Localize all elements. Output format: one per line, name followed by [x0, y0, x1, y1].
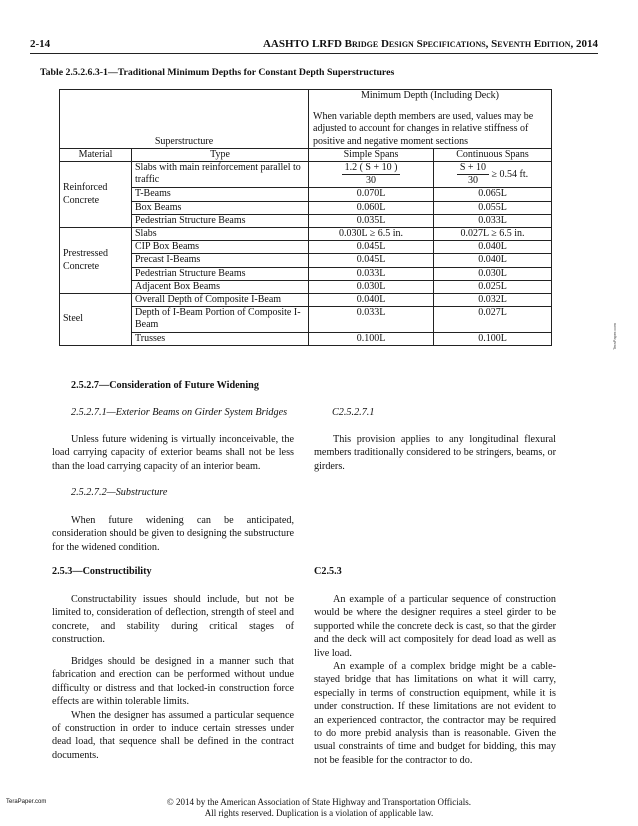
paragraph — [52, 433, 294, 473]
paragraph-text: An example of a complex bridge might be a cable-stayed bridge that has limitations on what it will carry, especially in terms of construction equipment, while it is under construction. If these limitations are not evident to an experienced contractor, the contractor may be required to do more prebid analysis than is reasonable. Given the usual constraints of time and budget for bidding, this may not be feasible for the contractor to do. — [314, 661, 556, 766]
continuous-cell: 0.055L — [434, 201, 552, 214]
slab-simple-formula — [309, 162, 434, 188]
simple-cell: 0.033L — [309, 267, 434, 280]
section-heading-2527: 2.5.2.7—Consideration of Future Widening — [71, 380, 259, 391]
running-title: AASHTO LRFD Bridge Design Specifications, Seventh Edition, 2014 — [262, 38, 598, 50]
paragraph — [52, 655, 294, 762]
running-header — [30, 38, 598, 50]
simple-cell: 0.035L — [309, 214, 434, 227]
simple-cell: 0.040L — [309, 294, 434, 307]
simple-cell: 0.033L — [309, 307, 434, 332]
footer-line: All rights reserved. Duplication is a violation of applicable law. — [204, 808, 434, 818]
table-row — [60, 332, 552, 345]
formula-suffix: ≥ 0.54 ft. — [491, 169, 529, 181]
type-cell: T-Beams — [132, 188, 309, 201]
paragraph-text: This provision applies to any longitudinal flexural members traditionally considered to be stringers, beams, or girders. — [314, 434, 556, 472]
material-reinforced-concrete: Reinforced Concrete — [60, 162, 132, 228]
continuous-cell: 0.025L — [434, 280, 552, 293]
type-cell: Overall Depth of Composite I-Beam — [132, 294, 309, 307]
table-row — [60, 254, 552, 267]
table-row — [60, 228, 552, 241]
paragraph-text: An example of a particular sequence of construction would be where the designer requires a steel girder to be supported while the concrete deck is cast, so that the girder and the deck will act compositely for dead load as well as live load. — [314, 594, 556, 659]
min-depth-header-cell — [309, 90, 552, 149]
commentary-heading-c253: C2.5.3 — [314, 566, 342, 577]
paragraph — [52, 514, 294, 554]
simple-cell: 0.030L ≥ 6.5 in. — [309, 228, 434, 241]
paragraph — [52, 593, 294, 647]
min-depth-label: Minimum Depth (Including Deck) — [360, 90, 500, 101]
type-cell: Pedestrian Structure Beams — [132, 214, 309, 227]
commentary-heading-c25271: C2.5.2.7.1 — [332, 407, 375, 418]
subsection-heading-25272: 2.5.2.7.2—Substructure — [71, 487, 168, 498]
commentary-paragraph — [314, 433, 556, 473]
type-cell: Precast I-Beams — [132, 254, 309, 267]
min-depth-table — [59, 89, 552, 346]
continuous-cell: 0.032L — [434, 294, 552, 307]
material-prestressed-concrete: Prestressed Concrete — [60, 228, 132, 294]
fraction: $\frac{S + 10}{30}$ — [457, 162, 489, 187]
fraction: $\frac{1.2 ( S + 10 )}{30}$ — [342, 162, 401, 187]
watermark: TeraPaper.com — [6, 799, 47, 805]
type-cell: Slabs — [132, 228, 309, 241]
table-row — [60, 201, 552, 214]
page-number: 2-14 — [30, 38, 51, 50]
continuous-cell: 0.030L — [434, 267, 552, 280]
type-cell: Box Beams — [132, 201, 309, 214]
continuous-cell: 0.033L — [434, 214, 552, 227]
type-cell: Trusses — [132, 332, 309, 345]
min-depth-note: When variable depth members are used, values may be adjusted to account for changes in relative stiffness of positive and negative moment sections — [313, 111, 534, 147]
continuous-cell: 0.040L — [434, 241, 552, 254]
side-note: TeraPaper.com — [612, 323, 617, 350]
col-material: Material — [60, 148, 132, 161]
table-row — [60, 267, 552, 280]
table-row — [60, 188, 552, 201]
continuous-cell: 0.040L — [434, 254, 552, 267]
continuous-cell: 0.027L ≥ 6.5 in. — [434, 228, 552, 241]
table-row — [60, 307, 552, 332]
col-continuous-spans: Continuous Spans — [434, 148, 552, 161]
col-type: Type — [132, 148, 309, 161]
type-cell: CIP Box Beams — [132, 241, 309, 254]
simple-cell: 0.030L — [309, 280, 434, 293]
continuous-cell: 0.100L — [434, 332, 552, 345]
superstructure-header-cell — [60, 90, 309, 149]
header-rule — [30, 53, 598, 54]
table-row — [60, 241, 552, 254]
paragraph-text: When the designer has assumed a particular sequence of construction in order to induce certain stresses under dead load, that sequence shall be defined in the contract documents. — [52, 709, 294, 761]
paragraph-text: Constructability issues should include, but not be limited to, consideration of deflection, strength of steel and concrete, and stability during critical stages of construction. — [52, 594, 294, 646]
simple-cell: 0.045L — [309, 241, 434, 254]
section-heading-253: 2.5.3—Constructibility — [52, 566, 152, 577]
continuous-cell: 0.027L — [434, 307, 552, 332]
material-steel: Steel — [60, 294, 132, 346]
type-cell: Depth of I-Beam Portion of Composite I-Beam — [132, 307, 309, 332]
continuous-cell: 0.065L — [434, 188, 552, 201]
simple-cell: 0.045L — [309, 254, 434, 267]
paragraph-text: When future widening can be anticipated, consideration should be given to designing the substructure for the widened condition. — [52, 515, 294, 553]
table-row — [60, 214, 552, 227]
simple-cell: 0.060L — [309, 201, 434, 214]
paragraph-text: Unless future widening is virtually inconceivable, the load carrying capacity of exterior beams shall not be less than the load carrying capacity of an interior beam. — [52, 434, 294, 472]
type-cell: Pedestrian Structure Beams — [132, 267, 309, 280]
table-row — [60, 294, 552, 307]
commentary-paragraph — [314, 593, 556, 767]
superstructure-label: Superstructure — [154, 135, 214, 147]
footer-line: © 2014 by the American Association of State Highway and Transportation Officials. — [166, 797, 472, 807]
type-cell: Adjacent Box Beams — [132, 280, 309, 293]
copyright-footer — [0, 797, 638, 819]
table-row — [60, 280, 552, 293]
simple-cell: 0.100L — [309, 332, 434, 345]
table-row — [60, 162, 552, 188]
type-cell: Slabs with main reinforcement parallel to traffic — [132, 162, 309, 188]
slab-continuous-formula — [434, 162, 552, 188]
subsection-heading-25271: 2.5.2.7.1—Exterior Beams on Girder System Bridges — [71, 407, 288, 418]
col-simple-spans: Simple Spans — [309, 148, 434, 161]
table-caption: Table 2.5.2.6.3-1—Traditional Minimum Depths for Constant Depth Superstructures — [40, 67, 395, 78]
simple-cell: 0.070L — [309, 188, 434, 201]
paragraph-text: Bridges should be designed in a manner such that fabrication and erection can be performed without undue difficulty or distress and that locked-in construction force effects are within tolerable limits. — [52, 656, 294, 708]
